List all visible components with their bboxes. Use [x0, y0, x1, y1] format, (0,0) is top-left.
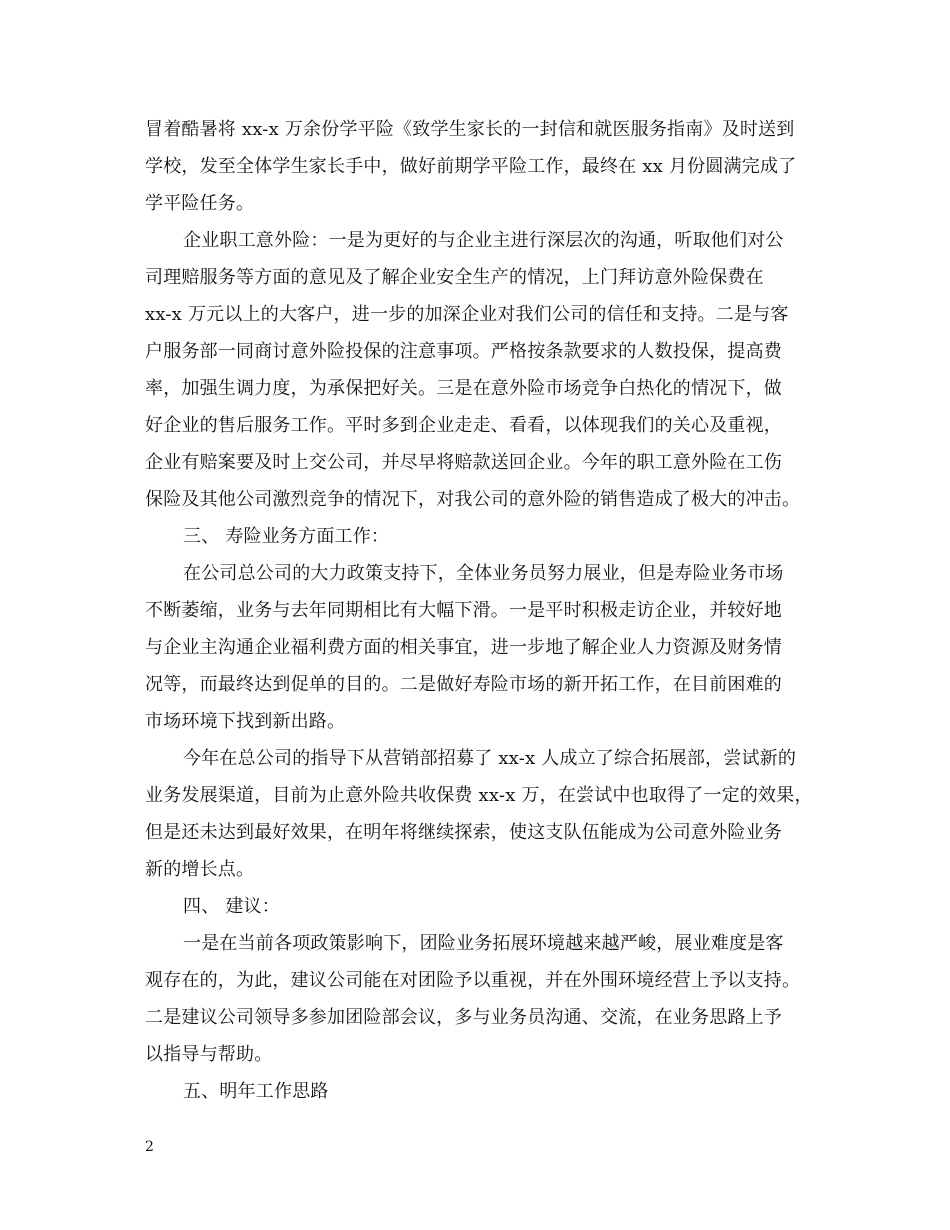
text-line: 保险及其他公司激烈竞争的情况下，对我公司的意外险的销售造成了极大的冲击。 — [145, 489, 801, 510]
text-line: 冒着酷暑将 xx-x 万余份学平险《致学生家长的一封信和就医服务指南》及时送到 — [145, 119, 795, 140]
text-line: 业务发展渠道，目前为止意外险共收保费 xx-x 万，在尝试中也取得了一定的效果， — [145, 785, 813, 806]
text-line: 司理赔服务等方面的意见及了解企业安全生产的情况，上门拜访意外险保费在 — [145, 267, 764, 288]
text-line: 以指导与帮助。 — [145, 1044, 273, 1065]
paragraph-start-line: 一是在当前各项政策影响下，团险业务拓展环境越来越严峻，展业难度是客 — [183, 933, 784, 954]
text-line: 学校，发至全体学生家长手中，做好前期学平险工作，最终在 xx 月份圆满完成了 — [145, 156, 797, 177]
text-line: 新的增长点。 — [145, 859, 255, 880]
section-heading: 四、 建议： — [183, 896, 280, 917]
section-heading: 三、 寿险业务方面工作： — [183, 526, 390, 547]
paragraph-start-line: 今年在总公司的指导下从营销部招募了 xx-x 人成立了综合拓展部，尝试新的 — [183, 748, 797, 769]
text-line: 况等，而最终达到促单的目的。二是做好寿险市场的新开拓工作，在目前困难的 — [145, 674, 782, 695]
text-line: 不断萎缩，业务与去年同期相比有大幅下滑。一是平时积极走访企业，并较好地 — [145, 600, 782, 621]
text-line: 市场环境下找到新出路。 — [145, 711, 346, 732]
text-line: 与企业主沟通企业福利费方面的相关事宜，进一步地了解企业人力资源及财务情 — [145, 637, 782, 658]
text-line: xx-x 万元以上的大客户，进一步的加深企业对我们公司的信任和支持。二是与客 — [145, 304, 789, 325]
text-line: 二是建议公司领导多参加团险部会议，多与业务员沟通、交流，在业务思路上予 — [145, 1007, 782, 1028]
section-heading: 五、明年工作思路 — [183, 1081, 329, 1102]
text-line: 学平险任务。 — [145, 193, 255, 214]
text-line: 好企业的售后服务工作。平时多到企业走走、看看，以体现我们的关心及重视， — [145, 415, 782, 436]
text-line: 企业有赔案要及时上交公司，并尽早将赔款送回企业。今年的职工意外险在工伤 — [145, 452, 782, 473]
paragraph-start-line: 在公司总公司的大力政策支持下，全体业务员努力展业，但是寿险业务市场 — [183, 563, 784, 584]
text-line: 观存在的，为此，建议公司能在对团险予以重视，并在外围环境经营上予以支持。 — [145, 970, 801, 991]
text-line: 户服务部一同商讨意外险投保的注意事项。严格按条款要求的人数投保，提高费 — [145, 341, 782, 362]
text-line: 率，加强生调力度，为承保把好关。三是在意外险市场竞争白热化的情况下，做 — [145, 378, 782, 399]
page-number: 2 — [145, 1139, 154, 1155]
text-line: 但是还未达到最好效果，在明年将继续探索，使这支队伍能成为公司意外险业务 — [145, 822, 782, 843]
paragraph-start-line: 企业职工意外险：一是为更好的与企业主进行深层次的沟通，听取他们对公 — [183, 230, 784, 251]
